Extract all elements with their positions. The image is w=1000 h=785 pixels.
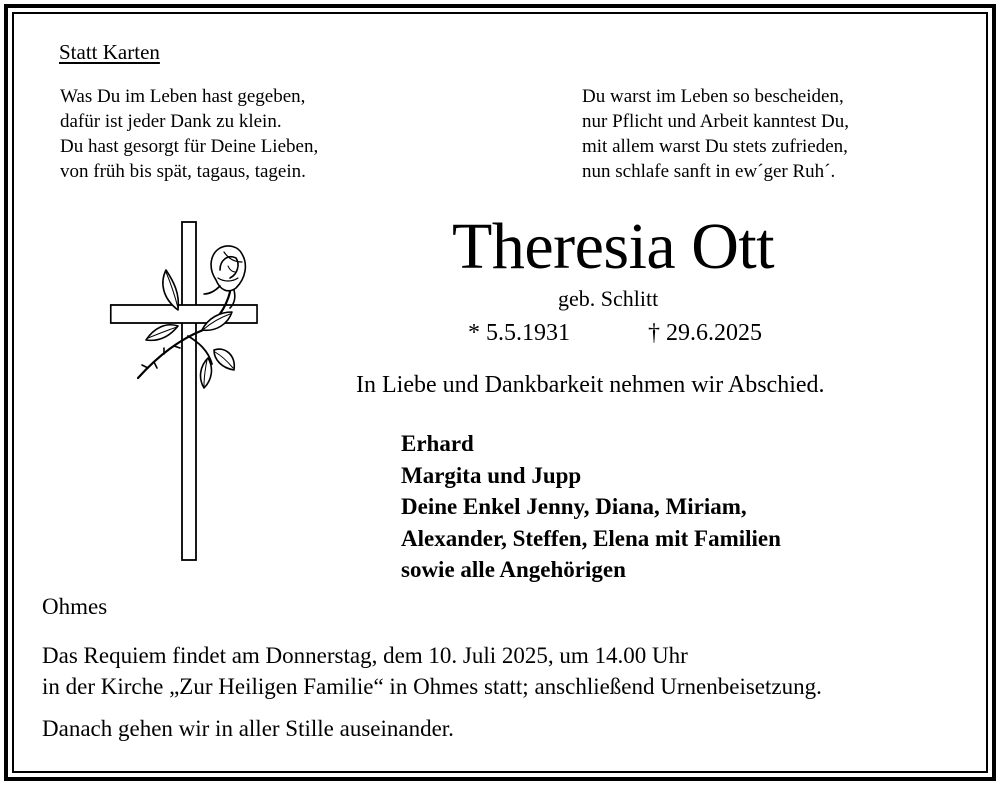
- poem-right-line: nun schlafe sanft in ew´ger Ruh´.: [582, 161, 836, 182]
- poem-right-line: Du warst im Leben so bescheiden,: [582, 86, 844, 107]
- birth-date: * 5.5.1931: [468, 320, 570, 346]
- mourner-line: Deine Enkel Jenny, Diana, Miriam,: [401, 494, 747, 519]
- statt-karten-heading: Statt Karten: [59, 40, 160, 64]
- deceased-name: Theresia Ott: [452, 210, 775, 283]
- poem-left-line: Was Du im Leben hast gegeben,: [60, 86, 306, 107]
- mourner-line: Erhard: [401, 431, 474, 456]
- mourner-line: Alexander, Steffen, Elena mit Familien: [401, 525, 781, 551]
- mourners-list: [401, 428, 781, 586]
- poem-right-line: mit allem warst Du stets zufrieden,: [582, 136, 848, 157]
- service-notice: [42, 640, 822, 702]
- death-date: † 29.6.2025: [648, 320, 762, 346]
- farewell-line: In Liebe und Dankbarkeit nehmen wir Abschied.: [356, 372, 825, 398]
- poem-right: [582, 84, 849, 184]
- poem-left-line: Du hast gesorgt für Deine Lieben,: [60, 136, 319, 157]
- service-line: Das Requiem findet am Donnerstag, dem 10. Juli 2025, um 14.00 Uhr: [42, 643, 688, 668]
- closing-line: Danach gehen wir in aller Stille auseinander.: [42, 716, 454, 741]
- poem-left: [60, 84, 318, 184]
- poem-right-line: nur Pflicht und Arbeit kanntest Du,: [582, 111, 850, 132]
- mourner-line: Margita und Jupp: [401, 462, 582, 488]
- poem-left-line: dafür ist jeder Dank zu klein.: [60, 111, 282, 132]
- maiden-name: geb. Schlitt: [558, 286, 659, 311]
- poem-left-line: von früh bis spät, tagaus, tagein.: [60, 161, 306, 182]
- mourner-line: sowie alle Angehörigen: [401, 557, 626, 582]
- place-name: Ohmes: [42, 594, 108, 619]
- service-line: in der Kirche „Zur Heiligen Familie“ in Ohmes statt; anschließend Urnenbeisetzung.: [42, 674, 822, 699]
- cross-with-rose-icon: [108, 218, 258, 564]
